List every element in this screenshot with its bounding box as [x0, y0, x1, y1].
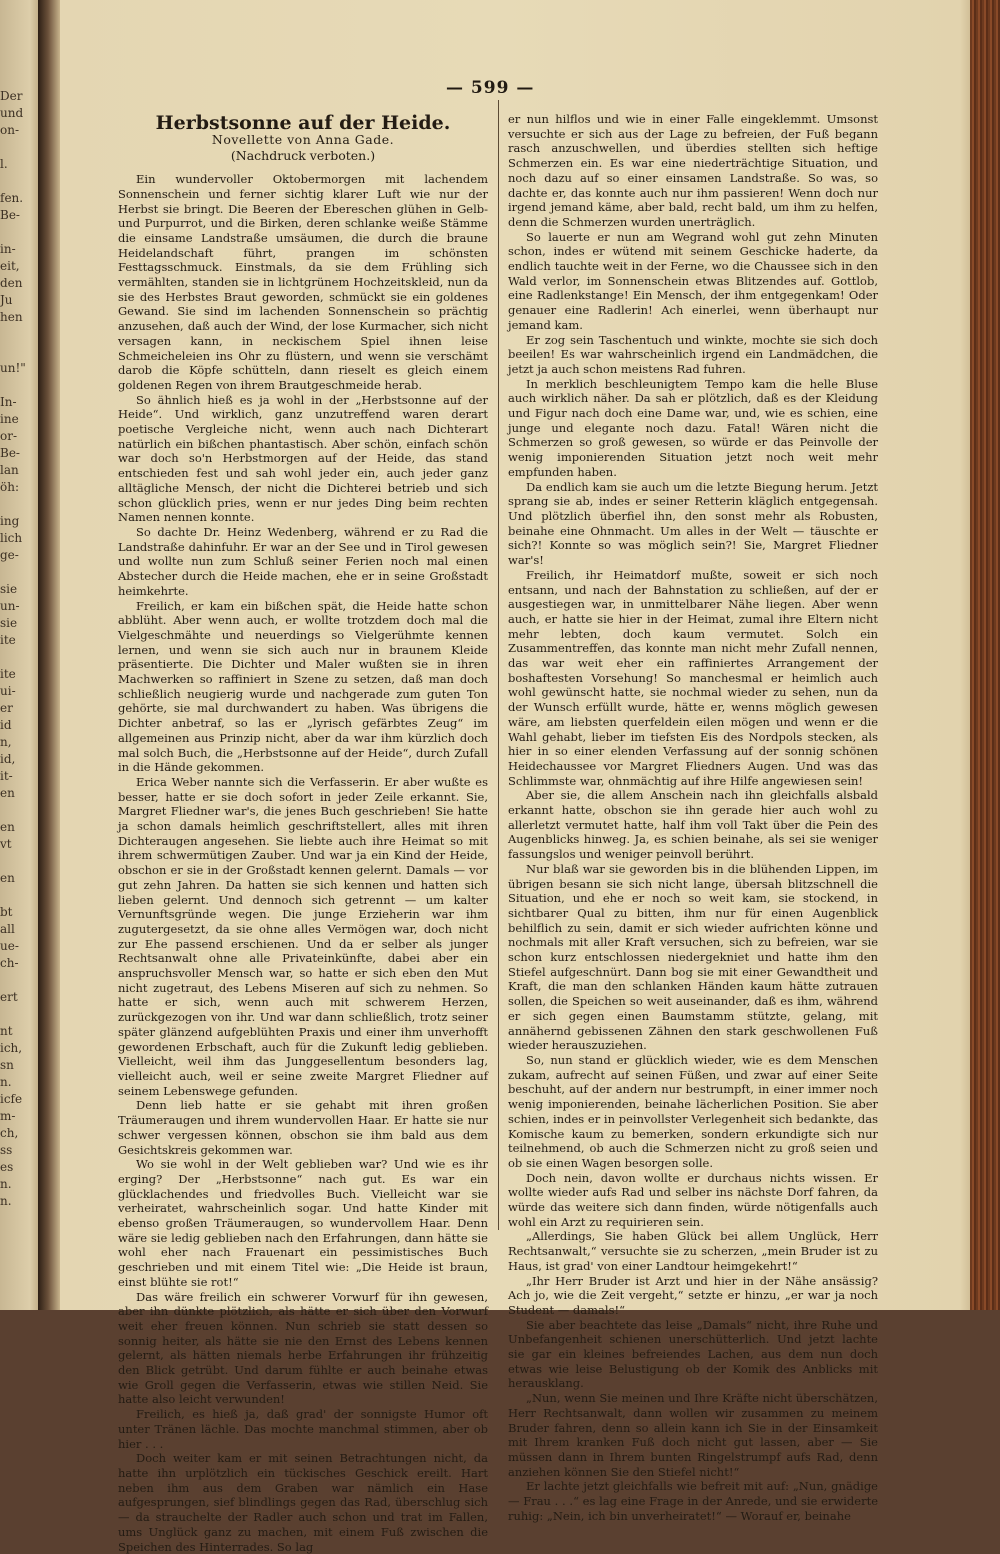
- paragraph: Freilich, es hieß ja, daß grad' der sonnigste Humor oft unter Tränen lächle. Das mochte manchmal stimmen, aber ob hier . . .: [118, 1407, 488, 1451]
- page-number: — 599 —: [446, 78, 535, 98]
- paragraph: So dachte Dr. Heinz Wedenberg, während er zu Rad die Landstraße dahinfuhr. Er war an der See und in Tirol gewesen und wollte nun zum Schluß seiner Ferien noch mal einen Abstecher durch die Heide machen, ehe er in seine Großstadt heimkehrte.: [118, 524, 488, 598]
- paragraph: Doch weiter kam er mit seinen Betrachtungen nicht, da hatte ihn urplötzlich ein tückisches Geschick ereilt. Hart neben ihm aus dem Graben war nämlich ein Hase aufgesprungen, sief blindlings gegen das Rad, überschlug sich — da strauchelte der Radler auch schon und trat im Fallen, ums Unglück ganz zu machen, mit einem Fuß zwischen die Speichen des Hinterrades. So lag: [118, 1451, 488, 1554]
- article-byline: Novellette von Anna Gade.: [211, 131, 395, 147]
- paragraph: Freilich, er kam ein bißchen spät, die Heide hatte schon abblüht. Aber wenn auch, er wollte trotzdem doch mal die Vielgeschmähte und neuerdings so Vielgerühmte kennen lernen, und wenn sie sich auch nur in braunem Kleide präsentierte. Die Dichter und Maler wußten sie in ihren Machwerken so raffiniert in Szene zu setzen, daß man doch schließlich neugierig wurde und nachgerade zum guten Ton gehörte, sie mal durchwandert zu haben. Was übrigens die Dichter anbetraf, so las er „lyrisch gefärbtes Zeug“ im allgemeinen aus Prinzip nicht, aber da war ihm kürzlich doch mal solch Buch, die „Herbstsonne auf der Heide“, durch Zufall in die Hände gekommen.: [118, 598, 488, 775]
- paragraph: In merklich beschleunigtem Tempo kam die helle Bluse auch wirklich näher. Da sah er plötzlich, daß es der Kleidung und Figur nach doch eine Dame war, und, wie es schien, eine junge und elegante noch dazu. Fatal! Wären nicht die Schmerzen so groß gewesen, so würde er das Peinvolle der wenig imponierenden Situation jetzt noch weit mehr empfunden haben.: [508, 376, 878, 479]
- left-margin-fragments: Der und on- l. fen. Be- in- eit, den Ju hen un!" In- ine or- Be- lan öh: ing lich ge- sie un- sie ite ite ui- er id n, id, it- en en vt en bt all ue- ch- ert nt ich, sn n. icfe m- ch, ss es n. n.: [0, 89, 26, 1208]
- book-cover-edge: [970, 0, 1000, 1310]
- paragraph: Doch nein, davon wollte er durchaus nichts wissen. Er wollte wieder aufs Rad und selber ins nächste Dorf fahren, da würde das weitere sich dann finden, würde nötigenfalls auch wohl ein Arzt zu requirieren sein.: [508, 1170, 878, 1229]
- paragraph: Denn lieb hatte er sie gehabt mit ihren großen Träumeraugen und ihrem wundervollen Haar. Er hatte sie nur schwer vergessen können, obschon sie ihm bald aus dem Gesichtskreis gekommen war.: [118, 1098, 488, 1157]
- paragraph: Er zog sein Taschentuch und winkte, mochte sie sich doch beeilen! Es war wahrscheinlich irgend ein Landmädchen, die jetzt ja auch schon meistens Rad fuhren.: [508, 332, 878, 376]
- left-page-edge: [0, 0, 42, 1310]
- paragraph: Erica Weber nannte sich die Verfasserin. Er aber wußte es besser, hatte er sie doch sofort in jeder Zeile erkannt. Sie, Margret Fliedner war's, die jenes Buch geschrieben! Sie hatte ja schon damals heimlich geschriftstellert, alles mit ihren Dichteraugen angesehen. Sie liebte auch ihre Heimat so mit ihrem schwermütigen Zauber. Und war ja ein Kind der Heide, obschon er sie in der Großstadt kennen gelernt. Damals — vor gut zehn Jahren. Da hatten sie sich kennen und hatten sich lieben gelernt. Und dennoch sich getrennt — um kalter Vernunftsgründe wegen. Die junge Erzieherin war ihm zugutergesetzt, da sie ohne alles Vermögen war, doch nicht zur Ehe passend erschienen. Und da er selber als junger Rechtsanwalt ohne alle Privateinkünfte, dabei aber ein anspruchsvoller Mensch war, so hatte er sich eben den Mut nicht zugetraut, des Lebens Miseren auf sich zu nehmen. So hatte er sich, wenn auch mit schwerem Herzen, zurückgezogen von ihr. Und war dann schließlich, trotz seiner später glänzend aufgeblühten Praxis und einer ihm unverhofft gewordenen Erbschaft, auch für die Zukunft ledig geblieben. Vielleicht, weil ihm das Junggesellentum besonders lag, vielleicht auch, weil er seine zweite Margret Fliedner auf seinem Lebenswege gefunden.: [118, 774, 488, 1098]
- paragraph: Wo sie wohl in der Welt geblieben war? Und wie es ihr erging? Der „Herbstsonne“ nach gut. Es war ein glücklachendes und friedvolles Buch. Vielleicht war sie verheiratet, wahrscheinlich sogar. Und hatte Kinder mit ebenso großen Träumeraugen, so wundervollem Haar. Denn wäre sie ledig geblieben nach den Erfahrungen, dann hätte sie wohl eher nach Frauenart ein pessimistisches Buch geschrieben und mit einem Titel wie: „Die Heide ist braun, einst blühte sie rot!“: [118, 1157, 488, 1289]
- book-gutter: [38, 0, 60, 1310]
- paragraph: Freilich, ihr Heimatdorf mußte, soweit er sich noch entsann, und nach der Bahnstation zu schließen, auf der er ausgestiegen war, in unmittelbarer Nähe liegen. Aber wenn auch, er hatte sie hier in der Heimat, zumal ihre Eltern nicht mehr lebten, doch kaum vermutet. Solch ein Zusammentreffen, das konnte man nicht mehr Zufall nennen, das war weit eher ein raffiniertes Arrangement der boshaftesten Vorsehung! So manchesmal er heimlich auch wohl gewünscht hatte, sie nochmal wieder zu sehen, nun da der Wunsch erfüllt wurde, hätte er, wenns möglich gewesen wäre, am liebsten querfeldein eilen mögen und wenn er die Wahl gehabt, lieber im tiefsten Eis des Nordpols stecken, als hier in so einer elenden Verfassung auf der sonnig schönen Heidechaussee vor Margret Fliedners Augen. Und was das Schlimmste war, ohnmächtig auf ihre Hilfe angewiesen sein!: [508, 567, 878, 788]
- paragraph: Nur blaß war sie geworden bis in die blühenden Lippen, im übrigen besann sie sich nicht lange, übersah blitzschnell die Situation, und ehe er noch so weit kam, sie stockend, in sichtbarer Qual zu bitten, ihm nur für einen Augenblick behilflich zu sein, damit er sich wieder aufrichten könne und nochmals mit aller Kraft versuchen, sich zu befreien, war sie schon kurz entschlossen niedergekniet und hatte ihm den Stiefel aufgeschnürt. Dann bog sie mit einer Gewandtheit und Kraft, die man den schlanken Händen kaum hätte zutrauen sollen, die Speichen so weit auseinander, daß es ihm, während er sich gegen einen Baumstamm stützte, gelang, mit annähernd gebissenen Zähnen den stark geschwollenen Fuß wieder herauszuziehen.: [508, 861, 878, 1053]
- paragraph: „Nun, wenn Sie meinen und Ihre Kräfte nicht überschätzen, Herr Rechtsanwalt, dann wollen wir zusammen zu meinem Bruder fahren, denn so allein kann ich Sie in der Einsamkeit mit Ihrem kranken Fuß doch nicht gut lassen, aber — Sie müssen dann in Ihrem bunten Ringelstrumpf aufs Rad, denn anziehen können Sie den Stiefel nicht!“: [508, 1391, 878, 1479]
- paragraph: Ein wundervoller Oktobermorgen mit lachendem Sonnenschein und ferner sichtig klarer Luft wie nur der Herbst sie bringt. Die Beeren der Ebereschen glühen in Gelb- und Purpurrot, und die Birken, deren schlanke weiße Stämme die einsame Landstraße umsäumen, die durch die braune Heidelandschaft führt, prangen im schönsten Festtagsschmuck. Einstmals, da sie dem Frühling sich vermählten, standen sie in lichtgrünem Hochzeitskleid, nun da sie des Herbstes Braut geworden, schmückt sie ein goldenes Gewand. Sie sind im lachenden Sonnenschein so prächtig anzusehen, daß auch der Wind, der lose Kurmacher, sich nicht versagen kann, in neckischem Spiel ihnen leise Schmeicheleien ins Ohr zu flüstern, und wenn sie verschämt darob die Köpfe schütteln, dann rieselt es gleich einem goldenen Regen von ihrem Brautgeschmeide herab.: [118, 172, 488, 392]
- column-left: [118, 110, 488, 1554]
- paragraph: er nun hilflos und wie in einer Falle eingeklemmt. Umsonst versuchte er sich aus der Lage zu befreien, der Fuß begann rasch anzuschwellen, und überdies stellten sich heftige Schmerzen ein. Es war eine niederträchtige Situation, und noch dazu auf so einer einsamen Landstraße. So was, so dachte er, das konnte auch nur ihm passieren! Wenn doch nur irgend jemand käme, aber bald, recht bald, um ihm zu helfen, denn die Schmerzen wurden unerträglich.: [508, 112, 878, 229]
- paragraph: Das wäre freilich ein schwerer Vorwurf für ihn gewesen, aber ihn dünkte plötzlich, als hätte er sich über den Vorwurf weit eher freuen können. Nun schrieb sie statt dessen so sonnig heiter, als hätte sie nie den Ernst des Lebens kennen gelernt, als hätten niemals herbe Erfahrungen ihr frühzeitig den Blick getrübt. Und darum fühlte er auch beinahe etwas wie Groll gegen die Verfasserin, etwas wie stillen Neid. Sie hatte also leicht verwunden!: [118, 1289, 488, 1407]
- reprint-note: (Nachdruck verboten.): [230, 148, 376, 164]
- paragraph: Da endlich kam sie auch um die letzte Biegung herum. Jetzt sprang sie ab, indes er seiner Retterin kläglich entgegensah. Und plötzlich überfiel ihn, den sonst mehr als Robusten, beinahe eine Ohnmacht. Um alles in der Welt — täuschte er sich?! Konnte so was möglich sein?! Sie, Margret Fliedner war's!: [508, 479, 878, 568]
- paragraph: „Allerdings, Sie haben Glück bei allem Unglück, Herr Rechtsanwalt,“ versuchte sie zu scherzen, „mein Bruder ist zu Haus, ist grad' von einer Landtour heimgekehrt!“: [508, 1229, 878, 1273]
- column-rule: [498, 100, 499, 1230]
- paragraph: So, nun stand er glücklich wieder, wie es dem Menschen zukam, aufrecht auf seinen Füßen, und zwar auf einer Seite beschuht, auf der andern nur bestrumpft, in einer immer noch wenig imponierenden, beinahe lächerlichen Position. Sie aber schien, indes er in peinvollster Verlegenheit sich bedankte, das Komische kaum zu bemerken, sondern erkundigte sich nur teilnehmend, ob auch die Schmerzen nicht zu groß seien und ob sie einen Wagen besorgen solle.: [508, 1053, 878, 1170]
- paragraph: Er lachte jetzt gleichfalls wie befreit mit auf: „Nun, gnädige — Frau . . .“ es lag eine Frage in der Anrede, und sie erwiderte ruhig: „Nein, ich bin unverheiratet!“ — Worauf er, beinahe: [508, 1479, 878, 1523]
- paragraph: So ähnlich hieß es ja wohl in der „Herbstsonne auf der Heide“. Und wirklich, ganz unzutreffend waren derart poetische Vergleiche nicht, wenn auch nach Dichterart natürlich ein bißchen phantastisch. Aber schön, einfach schön war doch so'n Herbstmorgen auf der Heide, das stand entschieden fest und sah wohl jeder ein, auch jeder ganz alltägliche Mensch, der nicht die Dichterei betrieb und sich schon glücklich pries, wenn er nur jedes Ding beim rechten Namen nennen konnte.: [118, 392, 488, 525]
- paragraph: So lauerte er nun am Wegrand wohl gut zehn Minuten schon, indes er wütend mit seinem Geschicke haderte, da endlich tauchte weit in der Ferne, wo die Chaussee sich in den Wald verlor, im Sonnenschein etwas Blitzendes auf. Gottlob, eine Radlenkstange! Ein Mensch, der ihm entgegenkam! Oder genauer eine Radlerin! Ach einerlei, wenn überhaupt nur jemand kam.: [508, 229, 878, 332]
- paragraph: „Ihr Herr Bruder ist Arzt und hier in der Nähe ansässig? Ach jo, wie die Zeit vergeht,“ setzte er hinzu, „er war ja noch Student — damals!“: [508, 1273, 878, 1317]
- paragraph: Sie aber beachtete das leise „Damals“ nicht, ihre Ruhe und Unbefangenheit schienen unerschütterlich. Und jetzt lachte sie gar ein kleines befreiendes Lachen, aus dem nun doch etwas wie leise Belustigung ob der Komik des Anblicks mit herausklang.: [508, 1317, 878, 1391]
- column-right: [508, 112, 878, 1524]
- paragraph: Aber sie, die allem Anschein nach ihn gleichfalls alsbald erkannt hatte, obschon sie ihn gerade hier auch wohl zu allerletzt vermutet hatte, half ihm voll Takt über die Pein des Augenblicks hinweg. Ja, es schien beinahe, als sei sie weniger fassungslos und weniger peinvoll berührt.: [508, 788, 878, 862]
- article-title: Herbstsonne auf der Heide.: [155, 112, 451, 134]
